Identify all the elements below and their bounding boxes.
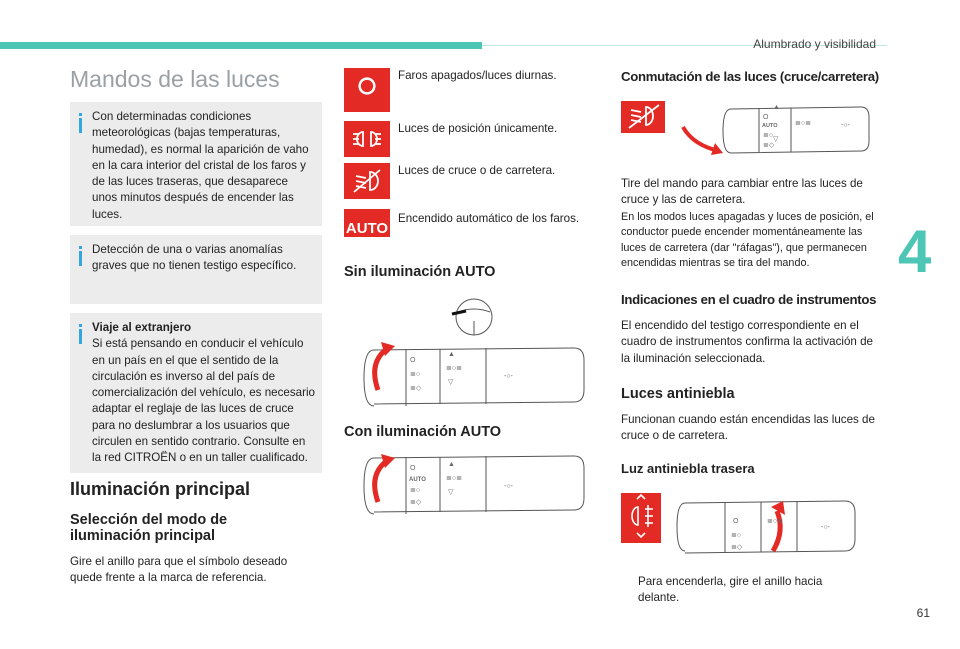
svg-text:▽: ▽ [448, 379, 454, 386]
info-icon [79, 324, 82, 344]
auto-lights-icon [344, 209, 390, 237]
svg-text:▲: ▲ [448, 461, 455, 468]
svg-text:-○-: -○- [504, 483, 513, 490]
svg-text:≣◇: ≣◇ [763, 142, 775, 149]
beam-switch-text: Tire del mando para cambiar entre las luces de cruce y las de carretera. [621, 177, 863, 207]
svg-text:≣○: ≣○ [763, 132, 774, 139]
svg-text:O: O [410, 357, 416, 364]
svg-text:-○-: -○- [841, 122, 850, 129]
legend-text: Encendido automático de los faros. [398, 212, 580, 225]
svg-text:AUTO: AUTO [762, 123, 778, 129]
info-box-anomaly [70, 235, 322, 304]
svg-text:≣○≣: ≣○≣ [795, 120, 811, 127]
fog-lights-text: Funcionan cuando están encendidas las luces de cruce o de carretera. [621, 413, 875, 443]
svg-text:-○-: -○- [504, 373, 513, 380]
svg-text:▲: ▲ [448, 351, 455, 358]
legend-text: Luces de cruce o de carretera. [398, 164, 556, 177]
heading-beam-switch: Conmutación de las luces (cruce/carretera) [621, 69, 879, 84]
info-text: Con determinadas condiciones meteorológicas (bajas temperaturas, humedad), es normal la aparición de vaho en la cara interior del cristal de los faros y de las luces traseras, que desaparece unos minutos después de encender las luces. [92, 110, 309, 221]
svg-text:O: O [733, 518, 739, 525]
auto-label: AUTO [345, 220, 389, 237]
info-box-condensation [70, 102, 322, 226]
legend-text: Faros apagados/luces diurnas. [398, 69, 557, 82]
header-accent-bar [0, 42, 482, 49]
info-text: Detección de una o varias anomalías graves que no tienen testigo específico. [92, 243, 297, 273]
page-title: Mandos de las luces [70, 66, 280, 92]
page-number: 61 [916, 606, 930, 620]
rear-fog-icon [621, 493, 661, 543]
info-icon [79, 246, 82, 266]
rear-fog-illustration [621, 489, 873, 567]
heading-mode-selection: Selección del modo de iluminación principal [70, 512, 228, 544]
svg-text:≣◇: ≣◇ [410, 499, 422, 506]
lights-off-icon [344, 68, 390, 112]
svg-text:≣◇: ≣◇ [731, 544, 743, 551]
svg-text:≣◇: ≣◇ [410, 385, 422, 392]
beam-switch-note: En los modos luces apagadas y luces de posición, el conductor puede encender momentáneamente las luces de carretera (dar "ráfagas"), que permanecen encendidas mientras se tira del mando. [621, 211, 874, 269]
beam-switch-illustration [621, 97, 873, 159]
svg-text:O: O [763, 114, 769, 121]
svg-text:≣○≣: ≣○≣ [446, 475, 462, 482]
section-title: Alumbrado y visibilidad [753, 37, 876, 51]
heading-rear-fog: Luz antiniebla trasera [621, 461, 755, 476]
position-lights-icon [344, 121, 390, 157]
info-box-abroad [70, 313, 322, 473]
mode-text: Gire el anillo para que el símbolo deseado quede frente a la marca de referencia. [70, 555, 288, 585]
svg-text:-○-: -○- [821, 524, 830, 531]
svg-text:≣○: ≣○ [410, 487, 421, 494]
svg-text:≣○≣: ≣○≣ [446, 365, 462, 372]
legend-text: Luces de posición únicamente. [398, 122, 558, 135]
svg-text:≣○≣: ≣○≣ [767, 518, 783, 525]
dipped-beam-icon [344, 163, 390, 199]
svg-text:≣○: ≣○ [731, 532, 742, 539]
instrument-panel-text: El encendido del testigo correspondiente en el cuadro de instrumentos confirma la activación de la iluminación seleccionada. [621, 319, 873, 365]
svg-text:O: O [410, 465, 416, 472]
info-text: Si está pensando en conducir el vehículo en un país en el que el sentido de la circulación es inverso al del país de comercialización del vehículo, es necesario adaptar el reglaje de las luces de cruce para no deslumbrar a los usuarios que circulen en sentido contrario. Consulte en la red CITROËN o en un taller cualificado. [92, 337, 315, 465]
stalk-illustration-no-auto [344, 292, 599, 407]
info-icon [79, 113, 82, 133]
heading-without-auto: Sin iluminación AUTO [344, 264, 496, 280]
heading-instrument-panel: Indicaciones en el cuadro de instrumentos [621, 292, 877, 307]
svg-text:≣○: ≣○ [410, 371, 421, 378]
rear-fog-text: Para encenderla, gire el anillo hacia delante. [638, 575, 823, 605]
heading-main-lighting: Iluminación principal [70, 479, 251, 499]
svg-text:AUTO: AUTO [409, 477, 426, 483]
svg-text:▲: ▲ [773, 104, 780, 111]
info-title: Viaje al extranjero [92, 321, 192, 334]
svg-text:▽: ▽ [773, 136, 779, 143]
stalk-illustration-auto [344, 448, 599, 528]
chapter-number: 4 [898, 218, 932, 285]
heading-with-auto: Con iluminación AUTO [344, 424, 502, 440]
heading-fog-lights: Luces antiniebla [621, 386, 735, 402]
svg-text:▽: ▽ [448, 489, 454, 496]
